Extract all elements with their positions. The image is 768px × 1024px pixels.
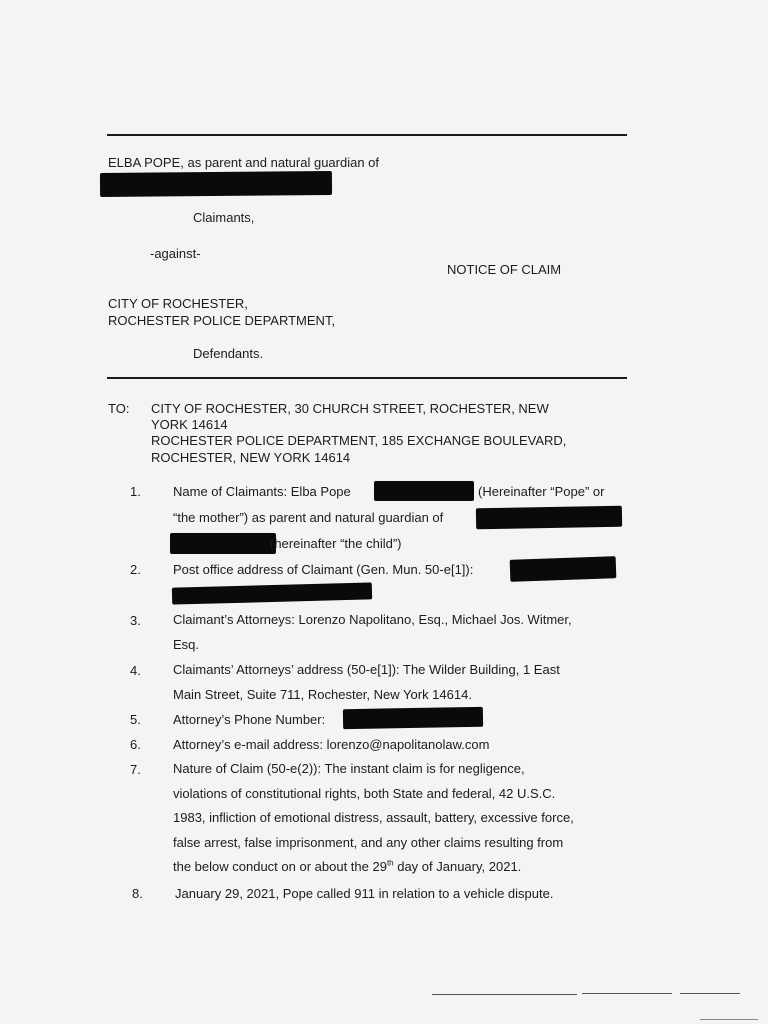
to-address-line-4: ROCHESTER, NEW YORK 14614 bbox=[151, 450, 351, 465]
redaction-bar bbox=[343, 707, 483, 729]
item-1-line-1b: (Hereinafter “Pope” or bbox=[478, 484, 605, 499]
redaction-bar bbox=[476, 506, 622, 530]
ordinal-suffix: th bbox=[386, 858, 394, 868]
redaction-bar bbox=[172, 582, 372, 604]
item-number: 7. bbox=[130, 762, 141, 777]
scan-artifact-line bbox=[700, 1019, 758, 1020]
item-8-line-1: January 29, 2021, Pope called 911 in relation to a vehicle dispute. bbox=[175, 886, 554, 901]
item-3-text bbox=[173, 608, 628, 657]
to-address-line-1: CITY OF ROCHESTER, 30 CHURCH STREET, ROCHESTER, NEW bbox=[151, 401, 549, 416]
item-number: 1. bbox=[130, 484, 141, 499]
redaction-bar bbox=[100, 171, 332, 197]
item-number: 6. bbox=[130, 737, 141, 752]
defendants-label: Defendants. bbox=[193, 346, 264, 361]
to-address-line-3: ROCHESTER POLICE DEPARTMENT, 185 EXCHANGE BOULEVARD, bbox=[151, 433, 567, 448]
scan-artifact-line bbox=[432, 994, 577, 995]
item-6-line-1: Attorney’s e-mail address: lorenzo@napolitanolaw.com bbox=[173, 737, 490, 752]
item-7-line-3: 1983, infliction of emotional distress, assault, battery, excessive force, bbox=[173, 810, 574, 825]
item-7-line-5b: day of January, 2021. bbox=[393, 859, 522, 874]
item-7-line-5 bbox=[173, 855, 628, 880]
item-number: 4. bbox=[130, 663, 141, 678]
item-2-line-1: Post office address of Claimant (Gen. Mun. 50-e[1]): bbox=[173, 562, 474, 577]
item-4-line-2: Main Street, Suite 711, Rochester, New York 14614. bbox=[173, 686, 472, 702]
redaction-bar bbox=[374, 481, 474, 501]
item-4-line-1: Claimants’ Attorneys’ address (50-e[1]): The Wilder Building, 1 East bbox=[173, 662, 560, 677]
against-label: -against- bbox=[150, 246, 201, 261]
caption-top-rule bbox=[107, 134, 627, 136]
item-number: 3. bbox=[130, 613, 141, 628]
item-7-line-4: false arrest, false imprisonment, and any other claims resulting from bbox=[173, 834, 564, 850]
item-5-line-1: Attorney’s Phone Number: bbox=[173, 712, 326, 727]
item-7-line-1: Nature of Claim (50-e(2)): The instant claim is for negligence, bbox=[173, 761, 525, 776]
item-1-line-3: (hereinafter “the child”) bbox=[270, 536, 402, 551]
defendant-police: ROCHESTER POLICE DEPARTMENT, bbox=[108, 313, 336, 328]
item-4-text bbox=[173, 658, 628, 707]
scan-artifact-line bbox=[680, 993, 740, 994]
item-number: 8. bbox=[132, 886, 143, 901]
to-address-line-2: YORK 14614 bbox=[151, 417, 228, 432]
redaction-bar bbox=[510, 556, 617, 582]
defendant-city: CITY OF ROCHESTER, bbox=[108, 296, 248, 311]
item-7-line-5a: the below conduct on or about the 29 bbox=[173, 859, 387, 874]
scan-artifact-line bbox=[582, 993, 672, 994]
item-number: 2. bbox=[130, 562, 141, 577]
item-1-line-2: “the mother”) as parent and natural guardian of bbox=[173, 510, 444, 525]
caption-bottom-rule bbox=[107, 377, 627, 379]
to-label: TO: bbox=[108, 401, 130, 416]
claimants-label: Claimants, bbox=[193, 210, 255, 225]
notice-title: NOTICE OF CLAIM bbox=[447, 262, 562, 277]
item-7-line-2: violations of constitutional rights, both State and federal, 42 U.S.C. bbox=[173, 785, 556, 801]
item-7-text bbox=[173, 757, 628, 880]
item-number: 5. bbox=[130, 712, 141, 727]
claimant-line: ELBA POPE, as parent and natural guardian of bbox=[108, 155, 380, 170]
item-1-line-1a: Name of Claimants: Elba Pope bbox=[173, 484, 351, 499]
item-3-line-2: Esq. bbox=[173, 636, 200, 652]
redaction-bar bbox=[170, 533, 276, 554]
item-3-line-1: Claimant’s Attorneys: Lorenzo Napolitano, Esq., Michael Jos. Witmer, bbox=[173, 612, 572, 627]
